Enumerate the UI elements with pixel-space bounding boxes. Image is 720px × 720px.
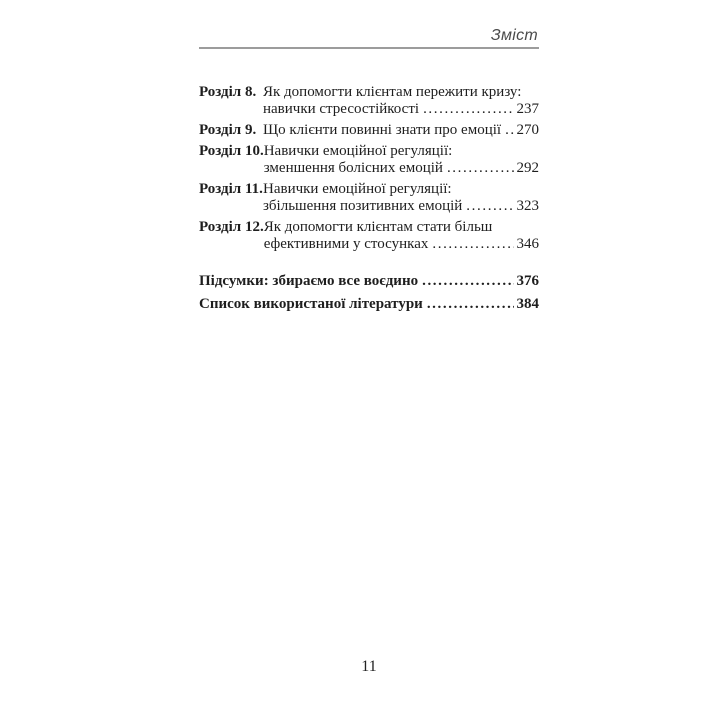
header-rule	[199, 47, 539, 49]
dot-leader	[447, 160, 514, 177]
table-of-contents	[199, 84, 539, 257]
summary-page-number: 384	[516, 296, 539, 312]
dot-leader	[466, 198, 513, 215]
page-number: 11	[361, 658, 377, 675]
chapter-label: Розділ 9.	[199, 122, 257, 138]
dot-leader	[422, 273, 513, 290]
summary-page-number: 376	[516, 273, 539, 289]
text-block	[199, 0, 539, 720]
toc-entry-chapter-10[interactable]	[199, 143, 539, 177]
toc-entry-chapter-12[interactable]	[199, 219, 539, 253]
chapter-title-block	[264, 219, 539, 253]
chapter-page-number: 346	[516, 236, 539, 252]
chapter-title-text: Як допомогти клієнтам пережити кризу:	[263, 84, 522, 100]
chapter-title-line	[264, 236, 539, 253]
chapter-label: Розділ 12.	[199, 219, 264, 235]
chapter-page-number: 292	[516, 160, 539, 176]
chapter-title-block	[263, 122, 539, 139]
chapter-title-text: Навички емоційної регуляції:	[263, 143, 453, 159]
toc-entry-summary[interactable]	[199, 273, 539, 290]
dot-leader	[505, 122, 513, 139]
dot-leader	[432, 236, 513, 253]
chapter-title-text: Що клієнти повинні знати про емоції	[263, 122, 502, 138]
toc-entry-chapter-9[interactable]	[199, 122, 539, 139]
chapter-title-line	[263, 122, 539, 139]
dot-leader	[423, 101, 513, 118]
chapter-title-block	[263, 181, 539, 215]
chapter-title-line	[264, 143, 539, 160]
chapter-title-text: Як допомогти клієнтам стати більш	[263, 219, 493, 235]
chapter-title-line	[263, 181, 539, 198]
chapter-label: Розділ 10.	[199, 143, 264, 159]
chapter-title-text: навички стресостійкості	[263, 101, 420, 117]
chapter-page-number: 237	[516, 101, 539, 117]
chapter-page-number: 270	[516, 122, 539, 138]
chapter-title-line	[263, 101, 539, 118]
chapter-title-line	[263, 198, 539, 215]
chapter-page-number: 323	[516, 198, 539, 214]
chapter-label: Розділ 8.	[199, 84, 257, 100]
chapter-title-line	[263, 84, 539, 101]
chapter-title-line	[264, 160, 539, 177]
chapter-title-text: Навички емоційної регуляції:	[263, 181, 452, 197]
chapter-title-text: збільшення позитивних емоцій	[263, 198, 463, 214]
toc-entry-bibliography[interactable]	[199, 296, 539, 313]
toc-entry-chapter-8[interactable]	[199, 84, 539, 118]
chapter-title-text: зменшення болісних емоцій	[263, 160, 443, 176]
toc-entry-chapter-11[interactable]	[199, 181, 539, 215]
summary-title-text: Список використаної літератури	[199, 296, 423, 312]
chapter-label: Розділ 11.	[199, 181, 263, 197]
chapter-title-block	[263, 84, 539, 118]
chapter-title-line	[264, 219, 539, 236]
dot-leader	[427, 296, 514, 313]
summary-title-text: Підсумки: збираємо все воєдино	[199, 273, 419, 289]
chapter-title-block	[264, 143, 539, 177]
chapter-title-text: ефективними у стосунках	[263, 236, 429, 252]
running-head: Зміст	[490, 27, 538, 44]
toc-summary-section	[199, 273, 539, 319]
